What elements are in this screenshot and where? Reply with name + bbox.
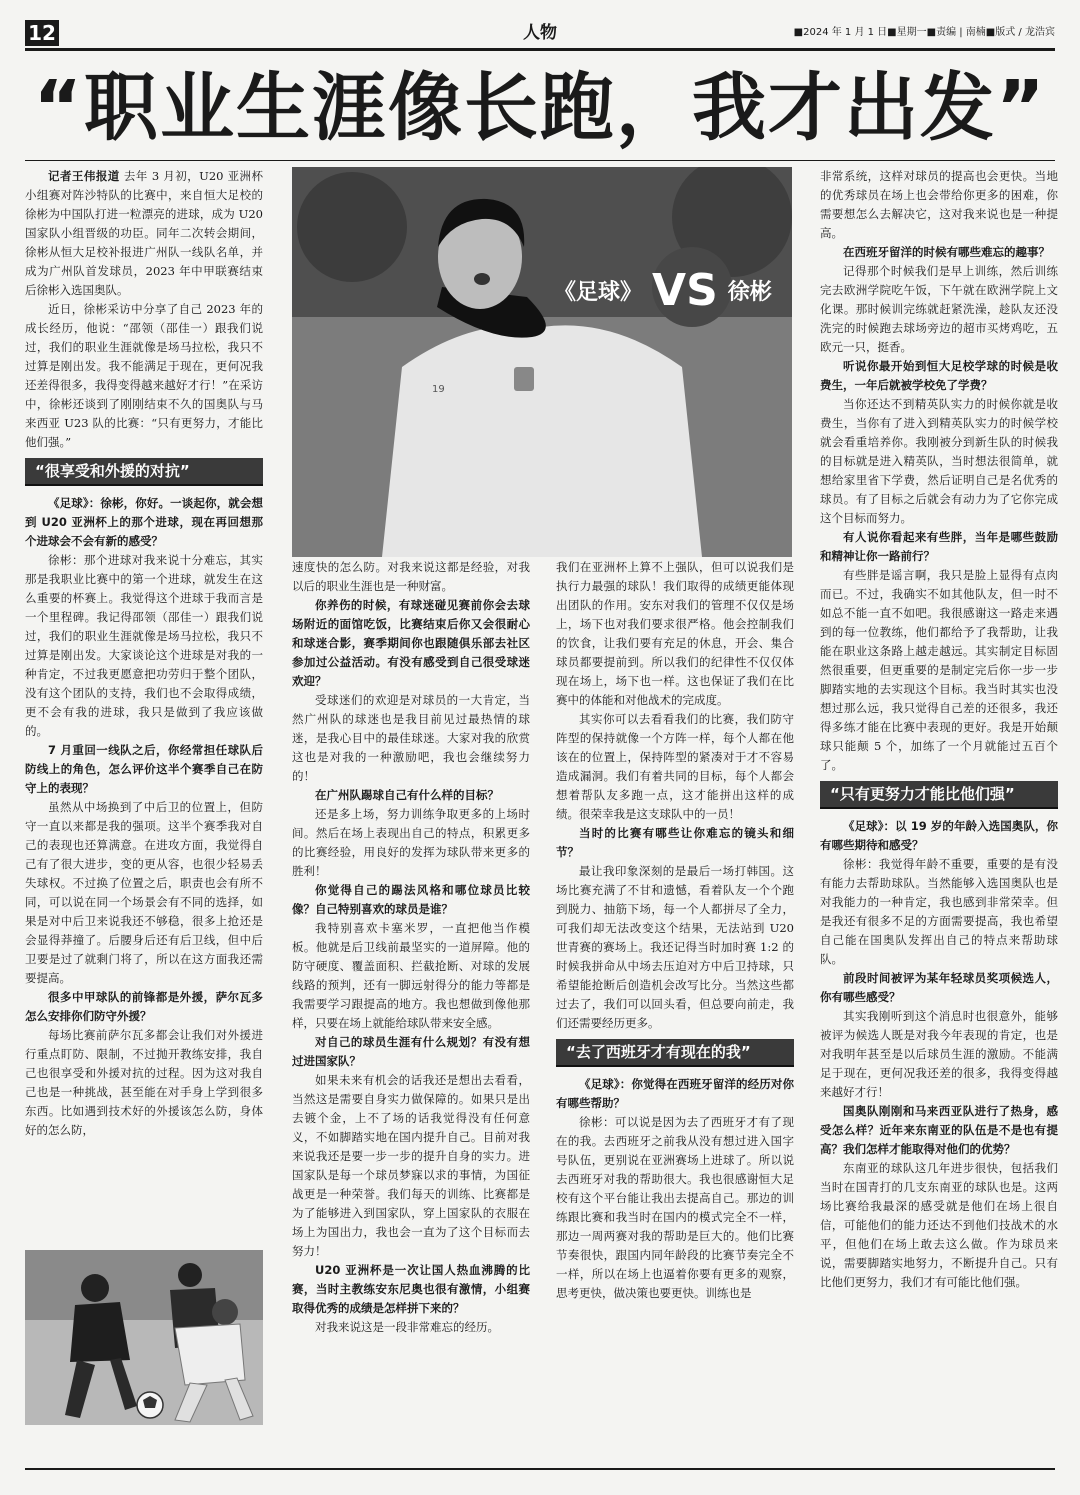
question: 听说你最开始到恒大足校学球的时候是收费生，一年后就被学校免了学费？ [820,359,1058,392]
headline: “职业生涯像长跑，我才出发” [33,65,1047,151]
answer: 其实我刚听到这个消息时也很意外，能够被评为候选人既是对我今年表现的肯定，也是对我明年甚至是以后球员生涯的激励。不能满足于现在，更何况我还差的很多，我得变得越来越好才行！ [820,1009,1058,1099]
answer: 徐彬：可以说是因为去了西班牙才有了现在的我。去西班牙之前我从没有想过进入国字号队伍，更别说在亚洲赛场上进球了。所以说去西班牙对我的帮助很大。我也很感谢恒大足校有这个平台能让我出去提高自己。那边的训练跟比赛和我当时在国内的模式完全不一样，那边一周两赛对我的帮助是巨大的。他们比赛节奏很快，跟国内同年龄段的比赛节奏完全不一样，所以在场上也逼着你要有更多的观察，思考更快，做决策也要更快。训练也是 [556,1115,794,1300]
answer: 还是多上场，努力训练争取更多的上场时间。然后在场上表现出自己的特点，积累更多的比赛经验，用良好的发挥为球队带来更多的胜利！ [292,807,530,878]
answer-continued: 非常系统，这样对球员的提高也会更快。当地的优秀球员在场上也会带给你更多的困难，你需要想怎么去解决它，这对我来说也是一种提高。 [820,169,1058,240]
subheading: “只有更努力才能比他们强” [820,781,1058,809]
football-players-illustration [25,1250,263,1425]
byline: 记者王伟报道 [48,169,120,183]
question: 对自己的球员生涯有什么规划？有没有想过进国家队？ [292,1035,530,1068]
question: 有人说你看起来有些胖，当年是哪些鼓励和精神让你一路前行？ [820,530,1058,563]
answer: 当你还达不到精英队实力的时候你就是收费生，当你有了进入到精英队实力的时候学校就会看重培养你。我刚被分到新生队的时候我的目标就是进入精英队，当时想法很简单，就想给家里省下学费，然后证明自己是名优秀的球员。有了目标之后就会有动力为了它你完成这个目标而努力。 [820,397,1058,525]
headline-rule [25,160,1055,161]
column-4 [820,167,1058,1463]
question: 在广州队踢球自己有什么样的目标？ [315,788,499,802]
answer: 如果未来有机会的话我还是想出去看看，当然这是需要自身实力做保障的。如果只是出去镀个金，上不了场的话我觉得没有任何意义，不如脚踏实地在国内提升自己。目前对我来说我还是要一步一步的提升自身的实力。进国家队是每一个球员梦寐以求的事情，为国征战更是一种荣誉。我们每天的训练、比赛都是为了能够进入到国家队，穿上国家队的衣服在场上为国出力，我也会一直为了这个目标而去努力！ [292,1073,530,1258]
player-portrait-illustration [292,167,792,557]
question: 《足球》：以 19 岁的年龄入选国奥队，你有哪些期待和感受？ [820,819,1058,852]
top-rule [25,48,1055,51]
question: 《足球》：徐彬，你好。一谈起你，就会想到 U20 亚洲杯上的那个进球，现在再回想那个进球会不会有新的感受？ [25,496,263,548]
column-3 [556,558,794,1463]
column-2 [292,558,530,1463]
answer-continued: 我们在亚洲杯上算不上强队，但可以说我们是执行力最强的球队！我们取得的成绩更能体现出团队的作用。安东对我们的管理不仅仅是场上，场下也对我们要求很严格。他会控制我们的饮食，让我们要有充足的休息，开会、集合球员都要提前到。所以我们的纪律性不仅仅体现在场上，场下也一样。这也保证了我们在比赛中的体能和对他战术的完成度。 [556,560,794,707]
subheading: “去了西班牙才有现在的我” [556,1039,794,1067]
column-1 [25,167,263,1242]
answer: 虽然从中场换到了中后卫的位置上，但防守一直以来都是我的强项。这半个赛季我对自己的表现也还算满意。在进攻方面，我觉得自己有了很大进步，变的更从容，也很少轻易丢失球权。不过换了位置之后，职责也会有所不同，可以说在同一个场景会有不同的选择，如果是对中后卫来说我还不够稳，很多上抢还是会显得莽撞了。后腰身后还有后卫线，但中后卫要是过了就剩门将了，所以在这方面我还需要提高。 [25,800,263,985]
question: 《足球》：你觉得在西班牙留洋的经历对你有哪些帮助？ [556,1077,794,1110]
question: 很多中甲球队的前锋都是外援，萨尔瓦多怎么安排你们防守外援？ [25,990,263,1023]
caption-vs: VS [652,265,718,316]
question: 7 月重回一线队之后，你经常担任球队后防线上的角色，怎么评价这半个赛季自己在防守上的表现？ [25,743,263,795]
match-action-photo [25,1250,263,1425]
caption-subject: 徐彬 [727,280,772,305]
dateline: ■2024 年 1 月 1 日■星期一■责编 | 南楠■版式 / 龙浩宾 [793,27,1055,38]
answer: 其实你可以去看看我们的比赛，我们防守阵型的保持就像一个方阵一样，每个人都在他该在的位置上，保持阵型的紧凑对于才不容易造成漏洞。我们有着共同的目标，每个人都会想着帮队友多跑一点，这才能拼出这样的成绩。很荣幸我是这支球队中的一员！ [556,712,794,821]
svg-text:19: 19 [432,384,445,395]
intro-paragraph-2: 近日，徐彬采访中分享了自己 2023 年的成长经历，他说：“邵领（邵佳一）跟我们说过，我们的职业生涯就像是场马拉松，我只不过算是刚出发。我不能满足于现在，更何况我还差得很多，我得变得越来越好才行！”在采访中，徐彬还谈到了刚刚结束不久的国奥队与马来西亚 U23 队的比赛：“只有更努力，才能比他们强。” [25,302,263,449]
answer: 每场比赛前萨尔瓦多都会让我们对外援进行重点盯防、限制，不过抛开教练安排，我自己也很享受和外援对抗的过程。因为这对我自己也是一种挑战，甚至能在对手身上学到很多东西。比如遇到技术好的外援该怎么防，身体好的怎么防， [25,1028,263,1137]
main-portrait-photo [292,167,792,557]
question: 你养伤的时候，有球迷碰见赛前你会去球场附近的面馆吃饭，比赛结束后你又会很耐心和球迷合影，赛季期间你也跟随俱乐部去社区参加过公益活动。有没有感受到自己很受球迷欢迎？ [292,598,530,688]
answer: 受球迷们的欢迎是对球员的一大肯定，当然广州队的球迷也是我目前见过最热情的球迷，是我心目中的最佳球迷。大家对我的欣赏这也是对我的一种激励吧，我也会继续努力的！ [292,693,530,783]
answer: 徐彬：那个进球对我来说十分难忘，其实那是我职业比赛中的第一个进球，就发生在这么重要的杯赛上。我觉得这个进球于我而言是一个里程碑。我记得邵领（邵佳一）跟我们说过，我们的职业生涯就像是场马拉松，我只不过算是刚出发。大家谈论这个进球是对我的一种肯定，不过我更愿意把功劳归于整个团队，没有这个团队的支持，我们也不会取得成绩，更不会有我的进球，我只是做到了我应该做的。 [25,553,263,738]
section-title: 人物 [523,23,557,43]
bottom-rule [25,1468,1055,1470]
answer: 东南亚的球队这几年进步很快，包括我们当时在国青打的几支东南亚的球队也是。这两场比赛给我最深的感受就是他们在场上很自信，可能他们的能力还达不到他们技战术的水平，但他们在场上敢去这么做。作为球员来说，需要脚踏实地努力，不断提升自己。只有比他们更努力，我们才有可能比他们强。 [820,1161,1058,1289]
question: 前段时间被评为某年轻球员奖项候选人，你有哪些感受？ [820,971,1058,1004]
answer: 徐彬：我觉得年龄不重要，重要的是有没有能力去帮助球队。当然能够入选国奥队也是对我能力的一种肯定，我也感到非常荣幸。但是我还有很多不足的方面需要提高，我也希望自己能在国奥队发挥出自己的特点来帮助球队。 [820,857,1058,966]
answer: 最让我印象深刻的是最后一场打韩国。这场比赛充满了不甘和遗憾，看着队友一个个跑到脱力、抽筋下场，每一个人都拼尽了全力，可我们却无法改变这个结果，无法站到 U20 世青赛的赛场上。我还记得当时加时赛 1:2 的时候我拼命从中场去压迫对方中后卫持球，只希望能抢断后创造机会改写比分。当然这些都过去了，我们可以回头看，但总要向前走，我们还需要经历更多。 [556,864,794,1030]
answer: 记得那个时候我们是早上训练，然后训练完去欧洲学院吃午饭，下午就在欧洲学院上文化课。那时候训完练就赶紧洗澡，趁队友还没洗完的时候跑去球场旁边的超市买烤鸡吃，五欧元一只，挺香。 [820,264,1058,354]
page-number: 12 [25,20,59,46]
question: 国奥队刚刚和马来西亚队进行了热身，感受怎么样？近年来东南亚的队伍是不是也有提高？我们怎样才能取得对他们的优势？ [820,1104,1058,1156]
question: U20 亚洲杯是一次让国人热血沸腾的比赛，当时主教练安东尼奥也很有激情，小组赛取得优秀的成绩是怎样拼下来的？ [292,1263,530,1315]
photo-caption [554,265,772,316]
answer: 有些胖是谣言啊，我只是脸上显得有点肉而已。不过，我确实不如其他队友，但一时不如总不能一直不如吧。我很感谢这一路走来遇到的每一位教练，他们都给予了我帮助，让我能在职业这条路上越走越远。其实制定目标固然很重要，但更重要的是制定完后你一步一步脚踏实地的去实现这个目标。我当时其实也没想过那么远，我只觉得自己差的还很多，我还得多练才能在比赛中表现的更好。我是开始颠球只能颠 5 个，加练了一个月就能过五百个了。 [820,568,1058,772]
intro-paragraph: 去年 3 月初，U20 亚洲杯小组赛对阵沙特队的比赛中，来自恒大足校的徐彬为中国队打进一粒漂亮的进球，成为 U20 国家队小组晋级的功臣。同年二次转会期间，徐彬从恒大足校补报进广州队一线队名单，并成为广州队首发球员，2023 年中甲联赛结束后徐彬入选国奥队。 [25,169,263,297]
question: 在西班牙留洋的时候有哪些难忘的趣事？ [843,245,1050,259]
answer-continued: 速度快的怎么防。对我来说这都是经验，对我以后的职业生涯也是一种财富。 [292,560,530,593]
question: 当时的比赛有哪些让你难忘的镜头和细节？ [556,826,794,859]
question: 你觉得自己的踢法风格和哪位球员比较像？自己特别喜欢的球员是谁？ [292,883,530,916]
subheading: “很享受和外援的对抗” [25,458,263,486]
answer: 对我来说这是一段非常难忘的经历。 [315,1320,499,1334]
caption-magazine: 《足球》 [554,280,643,305]
answer: 我特别喜欢卡塞米罗，一直把他当作模板。他就是后卫线前最坚实的一道屏障。他的防守硬度、覆盖面积、拦截抢断、对球的发展线路的预判，还有一脚远射得分的能力等都是我需要学习跟提高的地方。我也想做到像他那样，只要在场上就能给球队带来安全感。 [292,921,530,1030]
